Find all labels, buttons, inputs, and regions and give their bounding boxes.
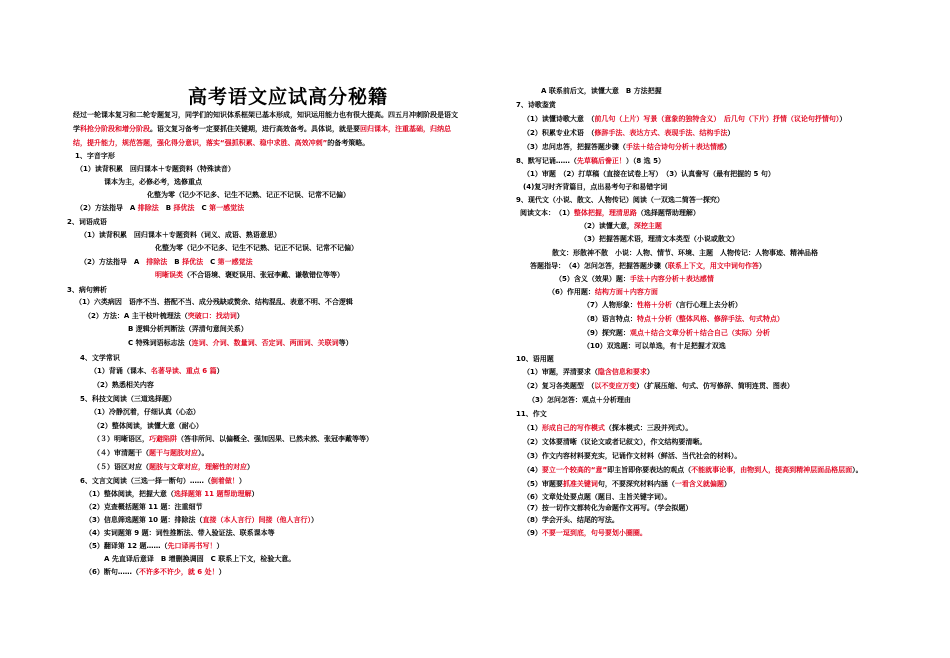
line-text: ） [311, 516, 318, 524]
intro-segment: 的备考策略。 [327, 139, 370, 147]
outline-line [516, 354, 554, 364]
line-text: ） [236, 312, 244, 320]
highlight-text: 排除法 [137, 204, 159, 212]
line-text: （2）方法指导 A [80, 258, 147, 266]
line-text: （6）文章处处要点题（题目、主旨关键字词）。 [523, 493, 672, 501]
page-title: 高考语文应试高分秘籍 [188, 86, 389, 108]
line-text: （1）六类病因 语序不当、搭配不当、成分残缺或赘余、结构混乱、表意不明、不合逻辑 [75, 298, 353, 306]
outline-line [93, 380, 154, 390]
intro-segment: 经过一轮课本复习和二轮专题复习，同学们的知识体系框架已基本形成，知识运用能力也有很大提高。四五月冲刺阶段是语文学 [73, 111, 458, 133]
line-text: （2）方法指导 A [76, 204, 138, 212]
line-text: 11、作文 [516, 410, 547, 418]
line-text: 3、病句辨析 [67, 286, 107, 294]
line-text: （3）把握答题术语，理清文本类型（小说或散文） [580, 235, 739, 243]
outline-line [80, 394, 176, 404]
line-text: （1）背诵（课本、 [90, 367, 151, 375]
highlight-text: 形成自己的写作模式 [541, 424, 605, 432]
line-text: （选择题帮助理解） [636, 209, 700, 217]
outline-line [523, 423, 692, 433]
line-text: B [158, 204, 174, 212]
line-text: ） [218, 568, 226, 576]
line-text: ） [839, 115, 847, 123]
outline-line [583, 328, 770, 338]
line-text: （答非所问、以偏概全、强加因果、已然未然、张冠李戴等等） [177, 435, 373, 443]
line-text: （３）明晰语区， [93, 435, 149, 443]
outline-line [84, 311, 244, 321]
outline-line [523, 114, 846, 124]
line-text: （1）审题 （2）打草稿（直接在试卷上写） （3）认真誊写（最有把握的 5 句） [523, 170, 775, 178]
outline-line [67, 217, 107, 227]
outline-line [516, 409, 547, 419]
outline-line [85, 502, 203, 512]
outline-line [523, 451, 741, 461]
outline-line [93, 421, 203, 431]
outline-line [128, 338, 353, 348]
outline-line [516, 195, 724, 205]
line-text: C 特殊词语标志法（ [128, 339, 192, 347]
line-text: （3）忠问忠答，把握答题步骤（ [523, 143, 626, 151]
line-text: 1、字音字形 [75, 152, 115, 160]
outline-line [85, 567, 226, 577]
line-text: （8）语言特点： [583, 315, 637, 323]
line-text: ） [758, 262, 766, 270]
outline-line [548, 287, 658, 297]
line-text: 等） [338, 339, 353, 347]
intro-paragraph [73, 108, 461, 150]
line-text: ） [646, 368, 654, 376]
line-text: （10）双选题：可以单选，有十足把握才双选 [583, 342, 726, 350]
line-text: 6、文言文阅读（三选一择一断句）……（ [80, 477, 211, 485]
line-text: ） [247, 463, 254, 471]
highlight-text: 先草稿后誊正！ [576, 157, 626, 165]
outline-line [580, 221, 662, 231]
highlight-text: 连词、介词、数量词、否定词、两面词、关联词 [191, 339, 339, 347]
line-text: （2）熟悉相关内容 [93, 381, 154, 389]
outline-line [147, 190, 350, 200]
outline-line [520, 208, 700, 218]
line-text: （2）复习各类题型 （ [523, 382, 595, 390]
outline-line [523, 381, 794, 391]
highlight-text: 要立一个较高的“意” [541, 466, 608, 474]
outline-line [555, 274, 714, 284]
highlight-text: 择优法 [182, 258, 204, 266]
outline-line [516, 156, 665, 166]
line-text: （不合语境、褒贬误用、张冠李戴、谦敬错位等等） [183, 271, 344, 279]
outline-line [85, 489, 259, 499]
line-text: A 先直译后意译 B 增删换调固 C 联系上下文，检验大意。 [104, 555, 296, 563]
line-text: （7）人物形象： [583, 301, 637, 309]
highlight-text: 观点＋结合文章分析＋结合自己（实际）分析 [629, 329, 770, 337]
highlight-text: 不许多不许少，就 6 处！ [138, 568, 219, 576]
line-text: (4)复习时齐背篇目，点出易考句子和易错字词 [523, 183, 668, 191]
line-text: 即主旨即你要表达的观点（ [607, 466, 692, 474]
highlight-text: 选择题第 11 题帮助理解 [173, 490, 252, 498]
line-text: （４）审清题干（ [93, 449, 149, 457]
outline-line [93, 434, 373, 444]
outline-line [85, 528, 275, 538]
line-text: 9、现代文（小说、散文、人物传记）阅读（一双选二简答一探究） [516, 196, 724, 204]
line-text: 2、词语成语 [67, 218, 107, 226]
line-text: （５）语区对应（ [93, 463, 149, 471]
line-text: （7）按一切作文都转化为命题作文再写。（学会拟题） [523, 504, 693, 512]
outline-line [541, 86, 662, 96]
outline-line [93, 448, 209, 458]
line-text: C [194, 204, 210, 212]
outline-line [80, 353, 120, 363]
highlight-text: 题干与题肢对应 [149, 449, 198, 457]
outline-line [583, 314, 784, 324]
outline-line [128, 324, 248, 334]
line-text: （3）信息筛选题第 10 题：排除法（ [85, 516, 203, 524]
highlight-text: 直接（本人言行）间接（他人言行） [202, 516, 311, 524]
line-text: 7、诗歌鉴赏 [516, 101, 556, 109]
line-text: （1）读背积累 回归课本＋专题资料（词义、成语、熟语意思） [80, 231, 281, 239]
line-text: （2）克查概括题第 11 题：注重细节 [85, 503, 203, 511]
outline-line [523, 479, 731, 489]
outline-line [76, 164, 235, 174]
highlight-text: 整体把握，理清思路 [573, 209, 637, 217]
line-text: 8、默写记诵……（ [516, 157, 577, 165]
line-text: 散文：形散神不散 小说：人物、情节、环境、主题 人物传记：人物事迹、精神品格 [552, 249, 818, 257]
outline-line [580, 234, 739, 244]
intro-segment: 回归课本，注重基础，归纳总结，提升能力，规范答题，强化得分意识，落实“强抓积累、稳中求胜、高效冲刺” [73, 125, 451, 147]
highlight-text: 联系上下文，用文中词句作答 [667, 262, 759, 270]
line-text: 5、科技文阅读（三道选择题） [80, 395, 176, 403]
outline-line [80, 476, 246, 486]
outline-line [85, 515, 318, 525]
line-text: （1）审题，弄清要求（ [523, 368, 598, 376]
outline-line [523, 182, 667, 192]
line-text: A 联系前后文，读懂大意 B 方法把握 [541, 87, 662, 95]
line-text: （2）积累专业术语 （ [523, 129, 595, 137]
outline-line [523, 367, 654, 377]
line-text: （1）冷静沉着，仔细认真（心态） [90, 408, 200, 416]
highlight-text: 前几句（上片）写景（意象的独特含义） 后几句（下片）抒情（议论句抒情句） [594, 115, 840, 123]
line-text: 句，不要深究材料内涵（ [597, 480, 675, 488]
outline-line [552, 248, 818, 258]
outline-line [516, 100, 556, 110]
outline-line [523, 515, 619, 525]
outline-line [75, 297, 353, 307]
line-text: 答题指导： （4）怎问怎答，把握答题步骤（ [530, 262, 668, 270]
line-text: （5）含义（效果）题： [555, 275, 630, 283]
line-text: （2）整体阅读，读懂大意（耐心） [93, 422, 203, 430]
intro-segment: 科抢分阶段和增分阶段 [80, 125, 150, 133]
highlight-text: 排除法 [146, 258, 168, 266]
outline-line [530, 261, 766, 271]
highlight-text: 手法＋结合诗句分析＋表达情感 [625, 143, 724, 151]
line-text: B [167, 258, 183, 266]
highlight-text: 手法＋内容分析＋表达感情 [629, 275, 714, 283]
line-text: （3）怎问怎答：观点＋分析理由 [528, 396, 631, 404]
outline-line [85, 541, 224, 551]
line-text: ） [723, 143, 731, 151]
line-text: ）（扩展压缩、句式、仿写修辞、简明连贯、图表） [636, 382, 794, 390]
highlight-text: 名著导读、重点 6 篇 [150, 367, 217, 375]
line-text: ） [723, 480, 731, 488]
outline-line [75, 151, 115, 161]
highlight-text: 择优法 [173, 204, 195, 212]
intro-segment: 。语文复习备考一定要抓住关键期，进行高效备考。具体说，就是要 [150, 125, 360, 133]
line-text: （2）方法：A 主干枝叶梳理法（ [84, 312, 188, 320]
line-text: （言行心理上去分析） [671, 301, 742, 309]
line-text: （1）整体阅读，把握大意（ [85, 490, 174, 498]
highlight-text: 一看含义就偏题 [674, 480, 724, 488]
outline-line [523, 169, 775, 179]
outline-line [93, 462, 254, 472]
outline-line [523, 492, 671, 502]
line-text: （5）审题要 [523, 480, 563, 488]
line-text: 4、文学常识 [80, 354, 120, 362]
line-text: （2）文体要清晰（议论文或者记叙文），作文结构要清晰。 [523, 438, 707, 446]
line-text: （1） [523, 424, 542, 432]
highlight-text: 抓准关键词 [562, 480, 598, 488]
highlight-text: 结构方面＋内容方面 [594, 288, 658, 296]
line-text: 阅读文本： （1） [520, 209, 574, 217]
line-text: 课本为主，必修必考，选修重点 [104, 178, 202, 186]
outline-line [523, 142, 731, 152]
line-text: （探本模式：三段并列式）。 [604, 424, 693, 432]
highlight-text: 深挖主题 [633, 222, 662, 230]
line-text: （9） [523, 529, 542, 537]
line-text: 10、语用题 [516, 355, 554, 363]
highlight-text: 突破口：找动词 [187, 312, 237, 320]
outline-line [80, 257, 253, 267]
highlight-text: 性格＋分析 [636, 301, 672, 309]
line-text: （6）作用题： [548, 288, 595, 296]
outline-line [76, 203, 244, 213]
highlight-text: 巧避陷阱 [149, 435, 177, 443]
outline-line [104, 554, 295, 564]
line-text: B 逻辑分析判断法（弄清句意间关系） [128, 325, 248, 333]
highlight-text: 隐含信息和要求 [597, 368, 647, 376]
line-text: ） [216, 542, 224, 550]
highlight-text: 先口译再书写！ [167, 542, 217, 550]
highlight-text: 修辞手法、表达方式、表现手法、结构手法 [594, 129, 728, 137]
outline-line [104, 177, 202, 187]
line-text: C [203, 258, 218, 266]
line-text: （4） [523, 466, 542, 474]
outline-line [80, 230, 281, 240]
highlight-text: 不要一逗到底，句号要划小圈圈。 [541, 529, 647, 537]
line-text: （8）学会开头、结尾的写法。 [523, 516, 619, 524]
line-text: ） [251, 490, 259, 498]
line-text: （3）作文内容材料要充实，记诵作文材料（鲜活、当代社会的材料）。 [523, 452, 742, 460]
line-text: 化整为零（记少不记多、记生不记熟、记正不记误、记常不记偏） [155, 244, 358, 252]
line-text: ） [238, 477, 246, 485]
outline-line [90, 407, 200, 417]
highlight-text: 不能就事论事，由物到人，提高到精神层面品格层面 [691, 466, 853, 474]
highlight-text: 第一感觉法 [217, 258, 253, 266]
outline-line [523, 503, 692, 513]
highlight-text: 特点＋分析（整体风格、修辞手法、句式特点） [636, 315, 784, 323]
highlight-text: 以不变应万变 [594, 382, 637, 390]
line-text: （1）读懂诗歌大意 （ [523, 115, 595, 123]
line-text: ）。 [198, 449, 209, 457]
outline-line [523, 528, 647, 538]
line-text: ） [216, 367, 224, 375]
line-text: ） [727, 129, 735, 137]
line-text: 化整为零（记少不记多、记生不记熟、记正不记误、记常不记偏） [147, 191, 350, 199]
line-text: （2）读懂大意， [580, 222, 634, 230]
outline-line [528, 395, 631, 405]
outline-line [583, 300, 742, 310]
outline-line [523, 465, 863, 475]
highlight-text: 第一感觉法 [209, 204, 245, 212]
line-text: （6）断句……（ [85, 568, 139, 576]
line-text: （5）翻译第 12 题……（ [85, 542, 168, 550]
outline-line [583, 341, 726, 351]
line-text: （4）实词题第 9 题：词性推断法、带入验证法、联系课本等 [85, 529, 275, 537]
outline-line [90, 366, 224, 376]
highlight-text: 倒着做！ [210, 477, 239, 485]
highlight-text: 题肢与文章对应，理解性的对应 [149, 463, 247, 471]
outline-line [155, 270, 344, 280]
line-text: （9）探究题： [583, 329, 630, 337]
outline-line [523, 437, 706, 447]
line-text: ）（8 选 5） [625, 157, 665, 165]
outline-line [155, 243, 358, 253]
outline-line [523, 128, 734, 138]
highlight-text: 明晰误类 [155, 271, 183, 279]
line-text: ）。 [852, 466, 863, 474]
outline-line [67, 285, 107, 295]
line-text: （1）读背积累 回归课本＋专题资料（特殊读音） [76, 165, 235, 173]
